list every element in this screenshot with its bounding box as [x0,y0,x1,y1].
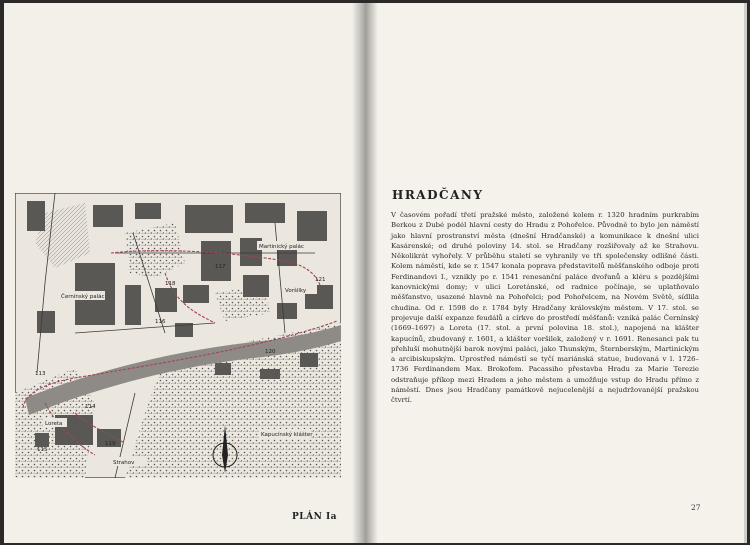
label-vorsilky: Voršilky [285,288,307,294]
plan-label: PLÁN Ia [292,512,337,522]
map-number: 116 [155,319,166,325]
page-edge [744,3,747,543]
map-number: 117 [215,264,226,270]
label-martinicky-palac: Martinický palác [259,244,304,250]
section-title: HRADČANY [392,188,484,202]
map-number: 121 [315,277,326,283]
label-cerninsky-palac: Černínský palác [61,294,105,300]
map-number: 115 [37,447,48,453]
label-kapucinsky-klaster: Kapucínský klášter [261,432,313,438]
label-loreta: Loreta [45,421,63,427]
map-number: 113 [35,371,46,377]
map-number: 120 [265,349,276,355]
body-text: V časovém pořadí třetí pražské město, založené kolem r. 1320 hradním purkrabím Berkou z Dubé podél hlavní cesty do Hradu z Pohořelce. Původně to bylo jen náměstí jako hlavní prostranství města (dnešní Hradčanské) a komunikace k dnešní ulici Kasárenské; od druhé poloviny 14. stol. se Hradčany rozšiřovaly až ke Strahovu. Několikrát vyhořely. V průběhu staletí se vyhranily ve tři společensky odlišné části. Kolem náměstí, kde se r. 1547 konala poprava představitelů měšťanského odboje proti Ferdinandovi I., vznikly po r. 1541 renesanční paláce dvořanů a kléru s pozdějšími kanovnickými domy; v ulici Loretánské, od radnice počínaje, se uplatňovalo měšťanstvo, usazené hlavně na Pohořelci; pod Pohořelcem, na Novém Světě, sídlila chudina. Od r. 1598 do r. 1784 byly Hradčany královským městem. V 17. stol. se projevuje další expanze feudálů a církve do prostředí měšťanů: vzniká palác Černínský (1669–1697) a Loreta (17. stol. a první polovina 18. stol.), napojená na klášter kapucínů, zbudovaný r. 1601, a klášter voršilek, založený v r. 1691. Renesanci pak tu přehluší mohutnější barok novými paláci, jako Thunským, Šternberským, Martinickým a arcibiskupským. Uprostřed náměstí se tyčí mariánská statue, budovaná v l. 1726–1736 Ferdinandem Max. Brokofem. Pacassiho přestavba Hradu za Marie Terezie odstraňuje příkop mezi Hradem a jeho městem a umožňuje vstup do Hradu přímo z náměstí. Dnes jsou Hradčany památkově nejucelenější a nejudržovanější pražskou čtvrtí. [391,211,699,405]
page-number: 27 [691,503,701,512]
map-number: 118 [165,281,176,287]
hradcany-map [15,193,341,478]
label-strahov: Strahov [113,460,135,466]
map-number: 119 [105,441,116,447]
map-number: 114 [85,404,96,410]
book-gutter [352,3,378,543]
